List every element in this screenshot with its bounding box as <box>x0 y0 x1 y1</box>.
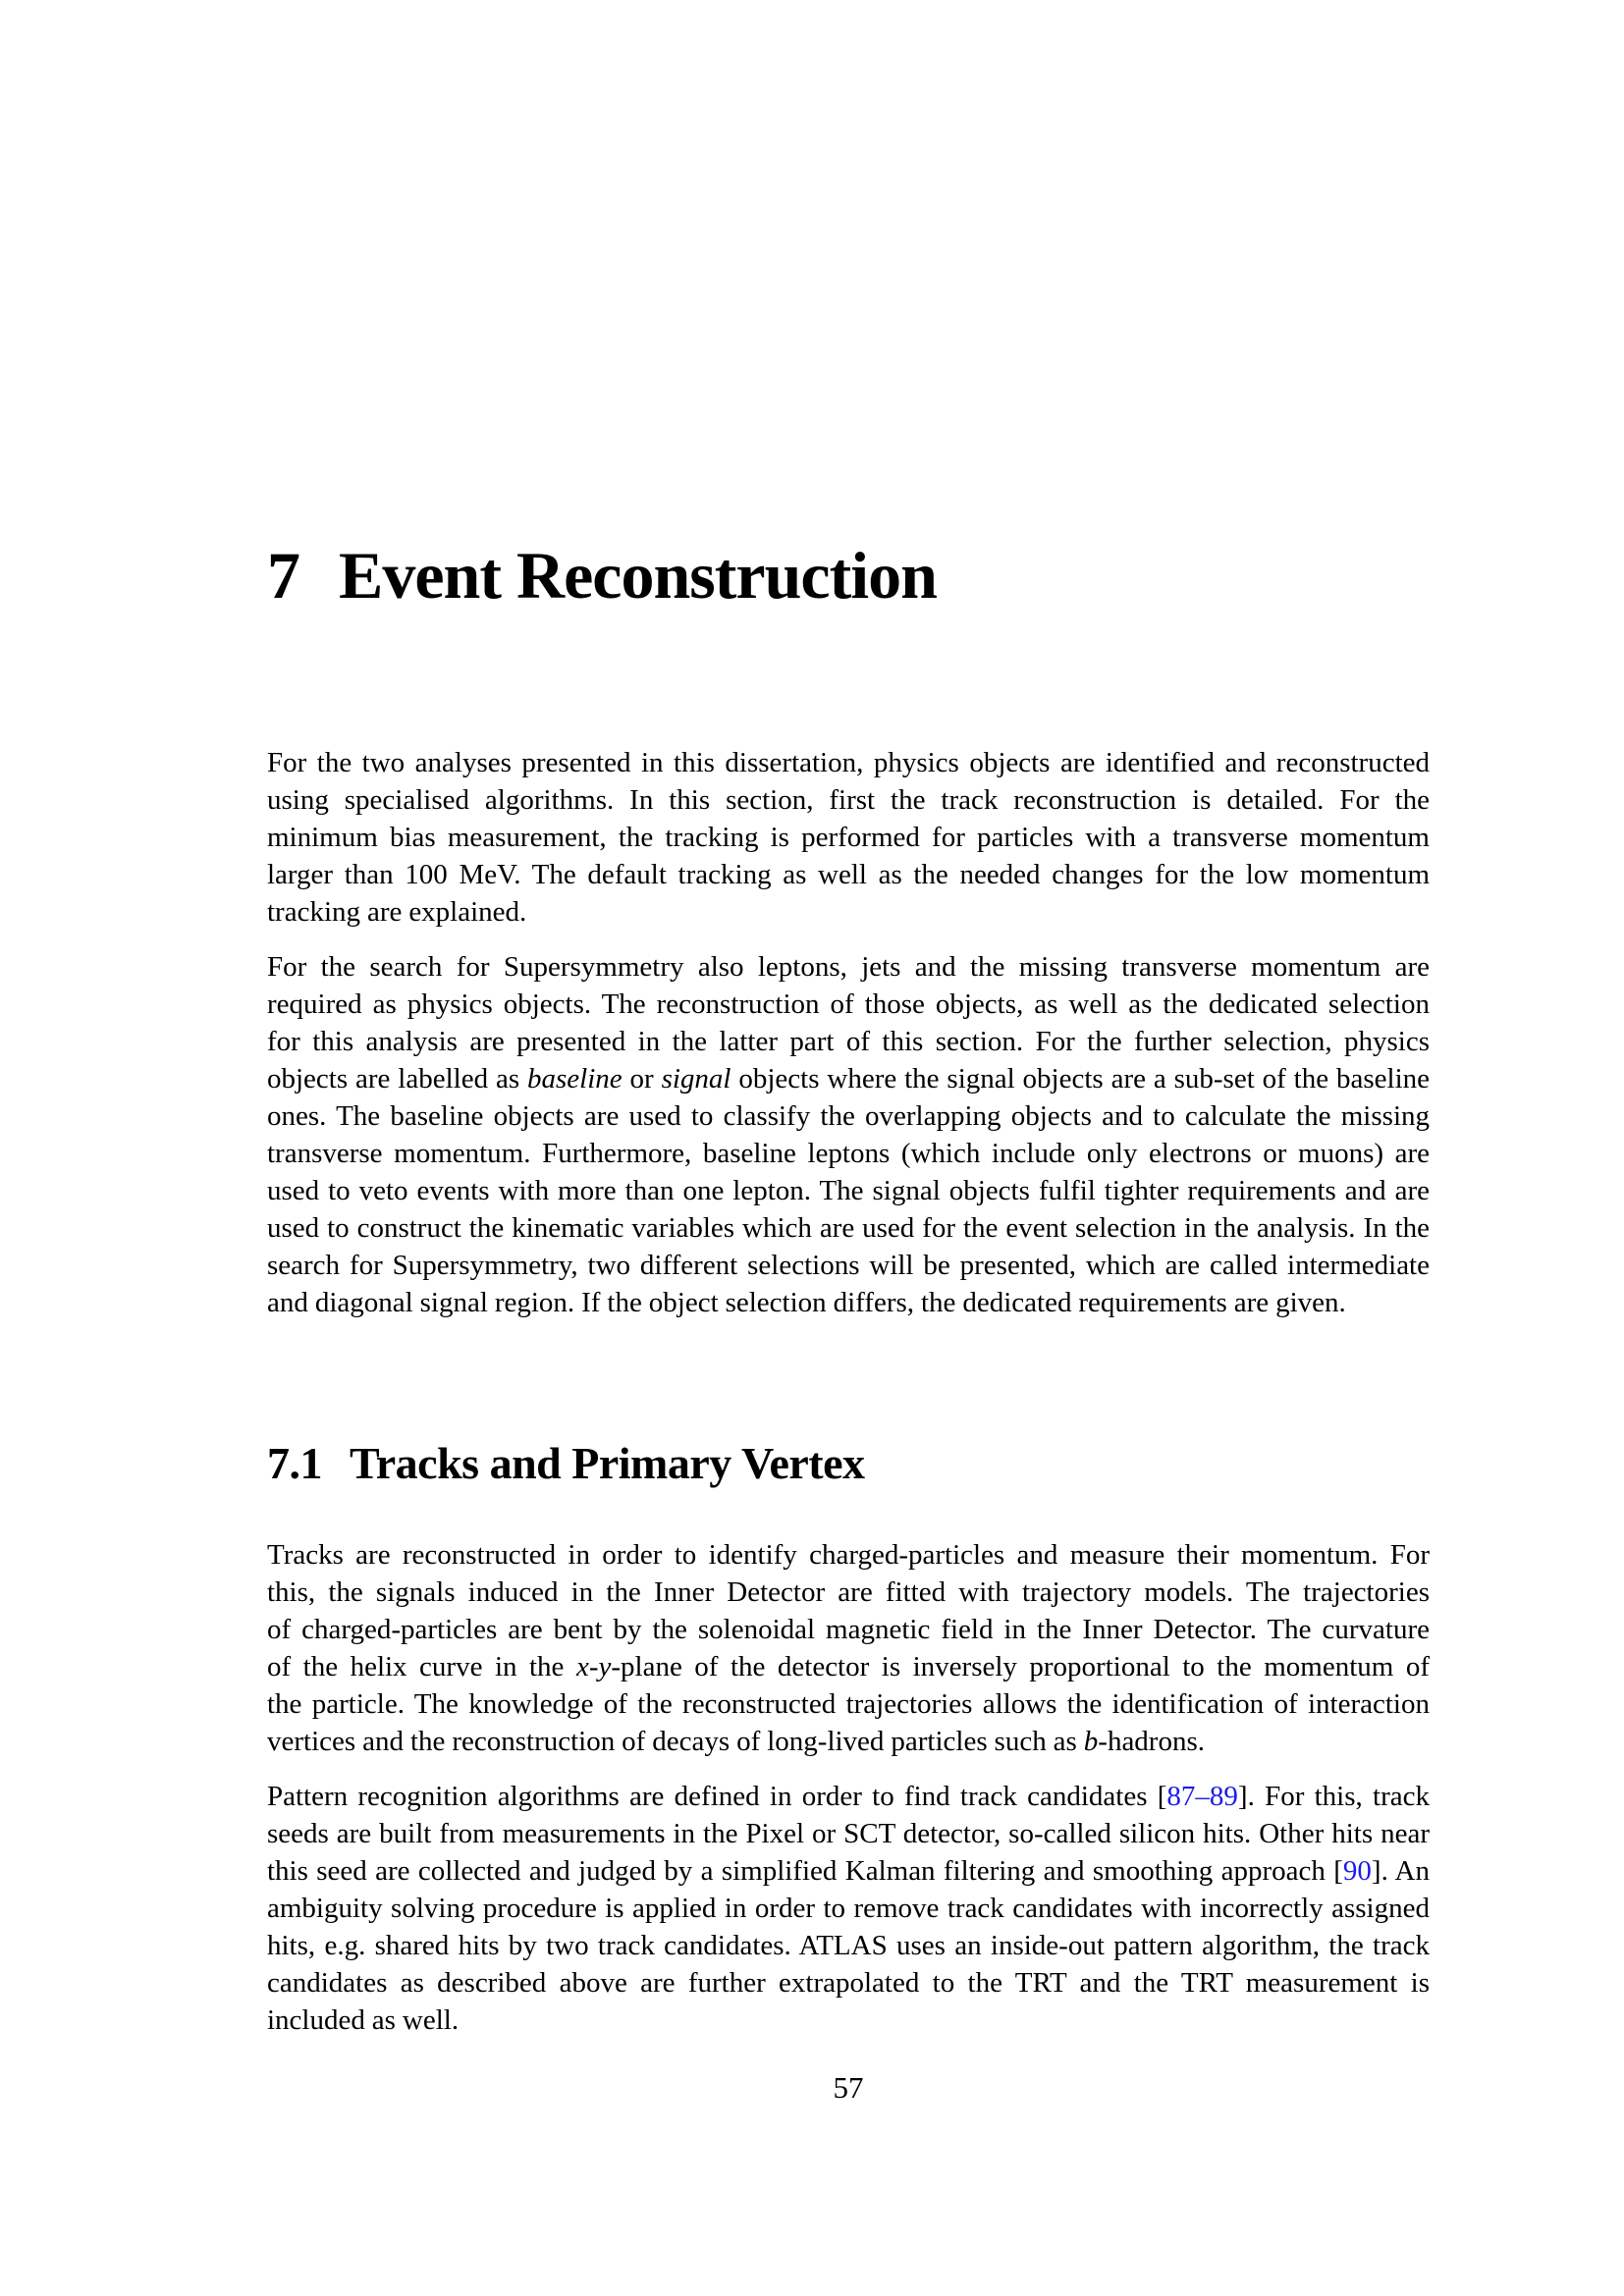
text-line <box>267 744 1430 781</box>
italic-text: x <box>575 1651 589 1682</box>
paragraph <box>267 1536 1430 1760</box>
text-segment: -hadrons. <box>1098 1726 1206 1757</box>
text-line <box>267 1648 1430 1685</box>
text-line <box>267 1723 1430 1760</box>
text-segment: used to construct the kinematic variables which are used for the event selection in the analysis. In the <box>267 1212 1430 1244</box>
section-paragraphs <box>267 1536 1430 2039</box>
text-line <box>267 1536 1430 1574</box>
text-line <box>267 2002 1430 2039</box>
text-segment: this seed are collected and judged by a simplified Kalman filtering and smoothing approach [ <box>267 1855 1343 1887</box>
text-segment: vertices and the reconstruction of decays of long-lived particles such as <box>267 1726 1084 1757</box>
text-segment: search for Supersymmetry, two different selections will be presented, which are called intermediate <box>267 1250 1430 1281</box>
text-line <box>267 856 1430 893</box>
chapter-number: 7 <box>267 538 299 613</box>
italic-text: baseline <box>527 1063 623 1095</box>
italic-text: b <box>1083 1726 1099 1757</box>
text-segment: objects where the signal objects are a sub-set of the baseline <box>731 1063 1430 1095</box>
text-line <box>267 893 1430 931</box>
text-segment: hits, e.g. shared hits by two track candidates. ATLAS uses an inside-out pattern algorithm, the track <box>267 1930 1430 1961</box>
text-segment: larger than 100 MeV. The default tracking as well as the needed changes for the low momentum <box>267 859 1430 890</box>
text-line <box>267 1023 1430 1060</box>
text-segment: For the search for Supersymmetry also leptons, jets and the missing transverse momentum are <box>267 951 1430 983</box>
text-segment: -plane of the detector is inversely proportional to the momentum of <box>611 1651 1430 1682</box>
text-line <box>267 948 1430 986</box>
text-segment: and diagonal signal region. If the object selection differs, the dedicated requirements are given. <box>267 1287 1346 1318</box>
text-line <box>267 1964 1430 2002</box>
text-segment: this, the signals induced in the Inner Detector are fitted with trajectory models. The trajectories <box>267 1576 1430 1608</box>
text-line <box>267 1060 1430 1097</box>
text-line <box>267 1815 1430 1852</box>
text-line <box>267 1172 1430 1209</box>
text-line <box>267 1097 1430 1135</box>
text-line <box>267 1852 1430 1890</box>
text-segment: used to veto events with more than one lepton. The signal objects fulfil tighter requirements and are <box>267 1175 1430 1206</box>
text-segment: objects are labelled as <box>267 1063 527 1095</box>
text-segment: Tracks are reconstructed in order to identify charged-particles and measure their momentum. For <box>267 1539 1430 1571</box>
text-line <box>267 1284 1430 1321</box>
text-segment: Pattern recognition algorithms are defined in order to find track candidates [ <box>267 1781 1167 1812</box>
paragraph <box>267 948 1430 1321</box>
text-segment: the particle. The knowledge of the reconstructed trajectories allows the identification of interaction <box>267 1688 1430 1720</box>
text-line <box>267 1778 1430 1815</box>
section-title: Tracks and Primary Vertex <box>350 1438 865 1488</box>
section-heading <box>267 1438 865 1488</box>
text-segment: seeds are built from measurements in the Pixel or SCT detector, so-called silicon hits. Other hits near <box>267 1818 1430 1849</box>
paragraph <box>267 1778 1430 2039</box>
text-line <box>267 1611 1430 1648</box>
text-segment: transverse momentum. Furthermore, baseline leptons (which include only electrons or muons) are <box>267 1138 1430 1169</box>
text-segment: ]. For this, track <box>1237 1781 1430 1812</box>
section-number: 7.1 <box>267 1438 322 1488</box>
citation-link[interactable]: 90 <box>1342 1855 1372 1887</box>
text-segment: ones. The baseline objects are used to classify the overlapping objects and to calculate the missing <box>267 1100 1430 1132</box>
text-segment: using specialised algorithms. In this section, first the track reconstruction is detailed. For the <box>267 784 1430 816</box>
italic-text: y <box>598 1651 612 1682</box>
text-segment: for this analysis are presented in the latter part of this section. For the further selection, physics <box>267 1026 1430 1057</box>
text-segment: ]. An <box>1371 1855 1430 1887</box>
page-number: 57 <box>833 2070 864 2105</box>
citation-link[interactable]: 87–89 <box>1166 1781 1238 1812</box>
text-segment: minimum bias measurement, the tracking is performed for particles with a transverse momentum <box>267 822 1430 853</box>
text-line <box>267 1574 1430 1611</box>
text-line <box>267 1927 1430 1964</box>
text-segment: ambiguity solving procedure is applied in order to remove track candidates with incorrectly assigned <box>267 1893 1430 1924</box>
text-line <box>267 781 1430 819</box>
text-segment: tracking are explained. <box>267 896 527 928</box>
text-segment: or <box>622 1063 662 1095</box>
text-segment: - <box>588 1651 599 1682</box>
text-segment: required as physics objects. The reconstruction of those objects, as well as the dedicated selection <box>267 988 1430 1020</box>
text-line <box>267 1209 1430 1247</box>
text-column <box>267 0 1430 2296</box>
text-segment: For the two analyses presented in this dissertation, physics objects are identified and reconstructed <box>267 747 1430 778</box>
text-line <box>267 1685 1430 1723</box>
text-line <box>267 1890 1430 1927</box>
chapter-heading <box>267 538 937 613</box>
text-segment: candidates as described above are further extrapolated to the TRT and the TRT measurement is <box>267 1967 1430 1999</box>
text-segment: of the helix curve in the <box>267 1651 576 1682</box>
text-line <box>267 1135 1430 1172</box>
text-line <box>267 986 1430 1023</box>
text-line <box>267 819 1430 856</box>
text-segment: of charged-particles are bent by the solenoidal magnetic field in the Inner Detector. The curvature <box>267 1614 1430 1645</box>
text-segment: included as well. <box>267 2004 460 2036</box>
text-line <box>267 1247 1430 1284</box>
chapter-intro-paragraphs <box>267 744 1430 1321</box>
chapter-title: Event Reconstruction <box>339 538 937 613</box>
italic-text: signal <box>661 1063 731 1095</box>
paragraph <box>267 744 1430 931</box>
